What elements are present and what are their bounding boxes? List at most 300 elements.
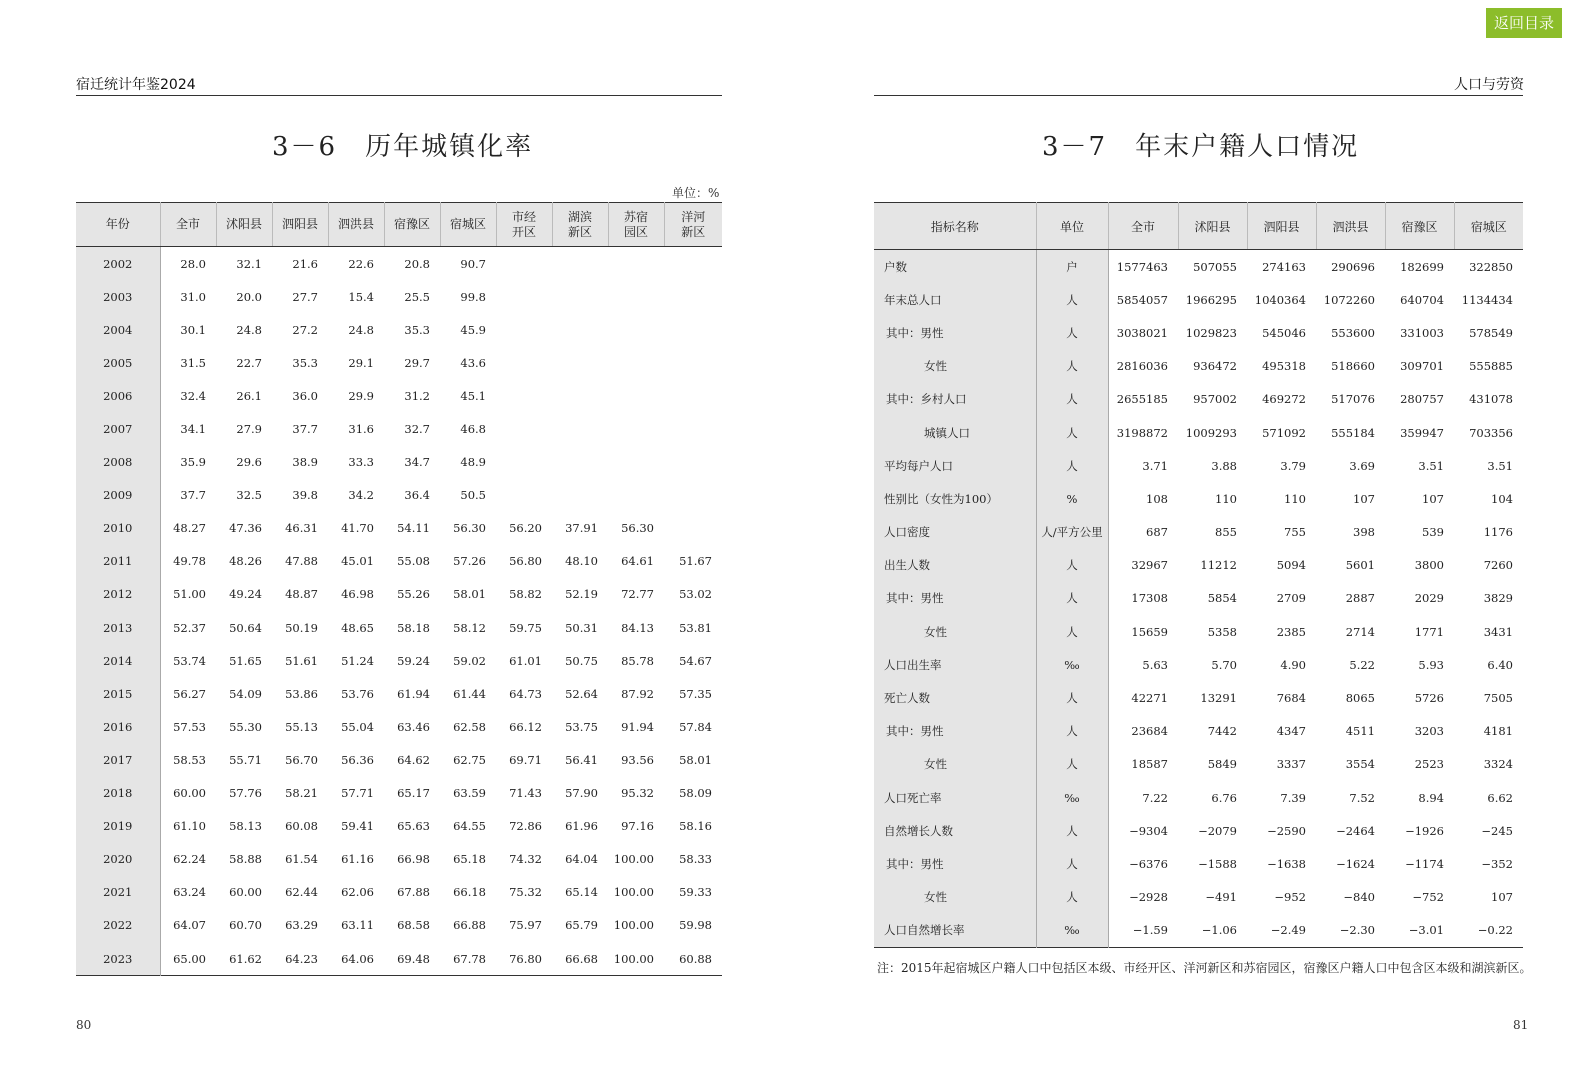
value-cell: 17308 xyxy=(1131,591,1168,606)
rate-cell: 38.9 xyxy=(292,455,318,470)
table-row xyxy=(874,914,1523,948)
rate-cell: 64.07 xyxy=(173,918,206,933)
rate-cell: 55.13 xyxy=(285,719,318,734)
value-cell: 13291 xyxy=(1200,691,1237,706)
rate-cell xyxy=(664,446,722,479)
rate-cell: 65.18 xyxy=(453,852,486,867)
value-cell: 5849 xyxy=(1207,757,1237,772)
value-cell: 4181 xyxy=(1483,724,1513,739)
rate-cell: 64.62 xyxy=(397,752,430,767)
column-header: 泗洪县 xyxy=(328,203,384,247)
value-cell: 3337 xyxy=(1276,757,1306,772)
rate-cell: 66.68 xyxy=(565,951,598,966)
rate-cell: 100.00 xyxy=(613,951,654,966)
value-cell: −1.06 xyxy=(1201,923,1237,938)
year-cell: 2022 xyxy=(76,909,160,942)
value-cell: 517076 xyxy=(1331,392,1375,407)
rate-cell: 100.00 xyxy=(613,885,654,900)
rate-cell: 31.2 xyxy=(404,388,430,403)
value-cell: 18587 xyxy=(1131,757,1168,772)
rate-cell: 65.14 xyxy=(565,885,598,900)
rate-cell: 50.5 xyxy=(460,488,486,503)
rate-cell xyxy=(552,379,608,412)
value-cell: 11212 xyxy=(1200,558,1237,573)
unit-cell: 人 xyxy=(1036,715,1108,748)
indicator-cell: 女性 xyxy=(874,748,1036,781)
value-cell: −2464 xyxy=(1336,823,1375,838)
value-cell: 5854 xyxy=(1207,591,1237,606)
value-cell: 7.52 xyxy=(1349,790,1375,805)
column-header: 全市 xyxy=(160,203,216,247)
rate-cell xyxy=(608,446,664,479)
rate-cell: 100.00 xyxy=(613,918,654,933)
table-row xyxy=(874,715,1523,748)
rate-cell xyxy=(496,479,552,512)
table-row xyxy=(76,777,722,810)
value-cell: 495318 xyxy=(1262,359,1306,374)
value-cell: 553600 xyxy=(1331,325,1375,340)
rate-cell: 64.55 xyxy=(453,819,486,834)
rate-cell: 37.7 xyxy=(180,488,206,503)
table-row xyxy=(76,876,722,909)
rate-cell: 51.61 xyxy=(285,653,318,668)
rate-cell: 29.6 xyxy=(236,455,262,470)
value-cell: 5094 xyxy=(1276,558,1306,573)
value-cell: −1638 xyxy=(1267,856,1306,871)
rate-cell: 60.00 xyxy=(173,786,206,801)
table-row xyxy=(76,313,722,346)
rate-cell: 50.31 xyxy=(565,620,598,635)
rate-cell: 71.43 xyxy=(509,786,542,801)
rate-cell: 54.11 xyxy=(397,521,430,536)
rate-cell: 56.20 xyxy=(509,521,542,536)
rate-cell: 24.8 xyxy=(236,322,262,337)
value-cell: 3.79 xyxy=(1280,458,1306,473)
rate-cell: 50.19 xyxy=(285,620,318,635)
rate-cell: 72.77 xyxy=(621,587,654,602)
rate-cell xyxy=(496,412,552,445)
rate-cell: 58.01 xyxy=(679,752,712,767)
rate-cell: 60.70 xyxy=(229,918,262,933)
household-population-table xyxy=(874,202,1523,948)
table-row xyxy=(874,549,1523,582)
unit-cell: 人 xyxy=(1036,316,1108,349)
table-row xyxy=(76,512,722,545)
rate-cell: 62.06 xyxy=(341,885,374,900)
rate-cell: 45.01 xyxy=(341,554,374,569)
value-cell: 5601 xyxy=(1345,558,1375,573)
table-row xyxy=(76,346,722,379)
rate-cell: 50.75 xyxy=(565,653,598,668)
rate-cell: 85.78 xyxy=(621,653,654,668)
rate-cell: 61.10 xyxy=(173,819,206,834)
rate-cell: 59.41 xyxy=(341,819,374,834)
rate-cell: 56.70 xyxy=(285,752,318,767)
rate-cell: 62.24 xyxy=(173,852,206,867)
table-row xyxy=(874,814,1523,847)
value-cell: 2714 xyxy=(1345,624,1375,639)
rate-cell: 57.76 xyxy=(229,786,262,801)
value-cell: 110 xyxy=(1215,491,1237,506)
rate-cell: 32.7 xyxy=(404,422,430,437)
rate-cell: 62.75 xyxy=(453,752,486,767)
table-row xyxy=(874,416,1523,449)
back-to-contents-button[interactable]: 返回目录 xyxy=(1486,8,1562,38)
column-header: 沭阳县 xyxy=(216,203,272,247)
value-cell: −1.59 xyxy=(1132,923,1168,938)
table-row xyxy=(76,479,722,512)
column-header: 苏宿 园区 xyxy=(608,203,664,247)
rate-cell: 67.78 xyxy=(453,951,486,966)
indicator-cell: 人口自然增长率 xyxy=(874,914,1036,948)
rate-cell xyxy=(664,512,722,545)
table-row xyxy=(76,810,722,843)
rate-cell xyxy=(608,412,664,445)
table-row xyxy=(874,283,1523,316)
rate-cell: 90.7 xyxy=(460,256,486,271)
value-cell: 5726 xyxy=(1414,691,1444,706)
year-cell: 2015 xyxy=(76,677,160,710)
rate-cell: 55.08 xyxy=(397,554,430,569)
table-row xyxy=(874,847,1523,880)
indicator-cell: 平均每户人口 xyxy=(874,449,1036,482)
rate-cell: 34.2 xyxy=(348,488,374,503)
rate-cell: 37.91 xyxy=(565,521,598,536)
rate-cell: 59.02 xyxy=(453,653,486,668)
indicator-cell: 户数 xyxy=(874,250,1036,284)
table-row xyxy=(874,648,1523,681)
table-row xyxy=(76,942,722,976)
rate-cell: 100.00 xyxy=(613,852,654,867)
rate-cell: 58.09 xyxy=(679,786,712,801)
rate-cell: 63.24 xyxy=(173,885,206,900)
year-cell: 2010 xyxy=(76,512,160,545)
rate-cell: 58.12 xyxy=(453,620,486,635)
rate-cell: 66.88 xyxy=(453,918,486,933)
rate-cell: 57.35 xyxy=(679,686,712,701)
value-cell: 1134434 xyxy=(1461,292,1513,307)
value-cell: 3.88 xyxy=(1211,458,1237,473)
indicator-cell: 人口出生率 xyxy=(874,648,1036,681)
rate-cell: 46.98 xyxy=(341,587,374,602)
column-header: 指标名称 xyxy=(874,203,1036,250)
value-cell: 7.22 xyxy=(1142,790,1168,805)
value-cell: 571092 xyxy=(1262,425,1306,440)
rate-cell: 25.5 xyxy=(404,289,430,304)
rate-cell: 48.87 xyxy=(285,587,318,602)
rate-cell: 61.16 xyxy=(341,852,374,867)
rate-cell: 75.97 xyxy=(509,918,542,933)
rate-cell: 61.54 xyxy=(285,852,318,867)
rate-cell: 31.6 xyxy=(348,422,374,437)
value-cell: 7684 xyxy=(1276,691,1306,706)
year-cell: 2017 xyxy=(76,743,160,776)
column-header: 单位 xyxy=(1036,203,1108,250)
table-row xyxy=(874,615,1523,648)
unit-cell: 人 xyxy=(1036,350,1108,383)
rate-cell: 63.59 xyxy=(453,786,486,801)
rate-cell: 51.65 xyxy=(229,653,262,668)
value-cell: 2385 xyxy=(1276,624,1306,639)
rate-cell: 59.24 xyxy=(397,653,430,668)
rate-cell: 48.10 xyxy=(565,554,598,569)
rate-cell: 66.18 xyxy=(453,885,486,900)
rate-cell: 61.44 xyxy=(453,686,486,701)
value-cell: 182699 xyxy=(1400,259,1444,274)
value-cell: 280757 xyxy=(1400,392,1444,407)
value-cell: 398 xyxy=(1353,525,1375,540)
rate-cell: 58.18 xyxy=(397,620,430,635)
value-cell: −1926 xyxy=(1405,823,1444,838)
rate-cell: 65.79 xyxy=(565,918,598,933)
unit-cell: 人 xyxy=(1036,582,1108,615)
value-cell: 936472 xyxy=(1193,359,1237,374)
rate-cell: 56.41 xyxy=(565,752,598,767)
year-cell: 2007 xyxy=(76,412,160,445)
value-cell: 545046 xyxy=(1262,325,1306,340)
rate-cell: 52.37 xyxy=(173,620,206,635)
rate-cell: 61.01 xyxy=(509,653,542,668)
rate-cell: 52.19 xyxy=(565,587,598,602)
rate-cell: 62.44 xyxy=(285,885,318,900)
rate-cell: 95.32 xyxy=(621,786,654,801)
table-footnote: 注：2015年起宿城区户籍人口中包括区本级、市经开区、洋河新区和苏宿园区，宿豫区户籍人口中包含区本级和湖滨新区。 xyxy=(877,961,1532,975)
rate-cell: 57.26 xyxy=(453,554,486,569)
rate-cell: 46.8 xyxy=(460,422,486,437)
rate-cell xyxy=(608,479,664,512)
unit-cell: % xyxy=(1036,482,1108,515)
unit-cell: 人 xyxy=(1036,881,1108,914)
rate-cell: 64.06 xyxy=(341,951,374,966)
column-header: 市经 开区 xyxy=(496,203,552,247)
value-cell: 7442 xyxy=(1207,724,1237,739)
value-cell: −1588 xyxy=(1198,856,1237,871)
value-cell: −3.01 xyxy=(1408,923,1444,938)
rate-cell: 58.01 xyxy=(453,587,486,602)
rate-cell: 65.63 xyxy=(397,819,430,834)
indicator-cell: 人口死亡率 xyxy=(874,781,1036,814)
year-cell: 2011 xyxy=(76,545,160,578)
value-cell: 3.51 xyxy=(1487,458,1513,473)
rate-cell: 57.71 xyxy=(341,786,374,801)
year-cell: 2016 xyxy=(76,710,160,743)
rate-cell: 57.90 xyxy=(565,786,598,801)
year-cell: 2018 xyxy=(76,777,160,810)
rate-cell: 47.36 xyxy=(229,521,262,536)
indicator-cell: 其中：男性 xyxy=(874,582,1036,615)
value-cell: 104 xyxy=(1491,491,1513,506)
value-cell: −752 xyxy=(1412,890,1444,905)
rate-cell: 52.64 xyxy=(565,686,598,701)
table-row xyxy=(76,843,722,876)
column-header: 泗阳县 xyxy=(1247,203,1316,250)
rate-cell: 20.8 xyxy=(404,256,430,271)
rate-cell xyxy=(664,379,722,412)
value-cell: 290696 xyxy=(1331,259,1375,274)
rate-cell: 35.3 xyxy=(292,355,318,370)
rate-cell: 72.86 xyxy=(509,819,542,834)
year-cell: 2023 xyxy=(76,942,160,976)
value-cell: 3038021 xyxy=(1116,325,1168,340)
unit-cell: 人 xyxy=(1036,416,1108,449)
left-table-title: 3－6 历年城镇化率 xyxy=(272,132,534,162)
indicator-cell: 死亡人数 xyxy=(874,681,1036,714)
rate-cell: 57.84 xyxy=(679,719,712,734)
value-cell: 957002 xyxy=(1193,392,1237,407)
value-cell: 2887 xyxy=(1345,591,1375,606)
unit-cell: 人 xyxy=(1036,847,1108,880)
table-row xyxy=(874,681,1523,714)
value-cell: −952 xyxy=(1274,890,1306,905)
rate-cell: 32.5 xyxy=(236,488,262,503)
value-cell: 3431 xyxy=(1483,624,1513,639)
value-cell: 3.69 xyxy=(1349,458,1375,473)
rate-cell: 27.9 xyxy=(236,422,262,437)
rate-cell: 64.23 xyxy=(285,951,318,966)
column-header: 宿豫区 xyxy=(1385,203,1454,250)
right-header-rule xyxy=(874,95,1523,96)
rate-cell: 56.27 xyxy=(173,686,206,701)
rate-cell: 36.4 xyxy=(404,488,430,503)
rate-cell xyxy=(552,280,608,313)
rate-cell xyxy=(664,313,722,346)
value-cell: 3829 xyxy=(1483,591,1513,606)
rate-cell: 31.5 xyxy=(180,355,206,370)
table-row xyxy=(874,748,1523,781)
rate-cell: 47.88 xyxy=(285,554,318,569)
table-row xyxy=(76,578,722,611)
rate-cell: 27.7 xyxy=(292,289,318,304)
rate-cell xyxy=(608,346,664,379)
indicator-cell: 女性 xyxy=(874,615,1036,648)
unit-cell: 人 xyxy=(1036,283,1108,316)
rate-cell: 53.74 xyxy=(173,653,206,668)
value-cell: 5358 xyxy=(1207,624,1237,639)
year-cell: 2012 xyxy=(76,578,160,611)
value-cell: 5854057 xyxy=(1116,292,1168,307)
value-cell: 3554 xyxy=(1345,757,1375,772)
rate-cell xyxy=(552,446,608,479)
table-row xyxy=(874,449,1523,482)
value-cell: 755 xyxy=(1284,525,1306,540)
rate-cell xyxy=(664,412,722,445)
rate-cell xyxy=(608,379,664,412)
indicator-cell: 其中：男性 xyxy=(874,316,1036,349)
value-cell: 309701 xyxy=(1400,359,1444,374)
year-cell: 2002 xyxy=(76,247,160,281)
unit-cell: ‰ xyxy=(1036,914,1108,948)
rate-cell: 60.08 xyxy=(285,819,318,834)
rate-cell: 34.1 xyxy=(180,422,206,437)
year-cell: 2006 xyxy=(76,379,160,412)
rate-cell: 37.7 xyxy=(292,422,318,437)
rate-cell: 51.24 xyxy=(341,653,374,668)
rate-cell xyxy=(496,247,552,281)
rate-cell: 15.4 xyxy=(348,289,374,304)
rate-cell: 64.61 xyxy=(621,554,654,569)
indicator-cell: 人口密度 xyxy=(874,516,1036,549)
table-row xyxy=(874,350,1523,383)
rate-cell: 56.30 xyxy=(621,521,654,536)
year-cell: 2014 xyxy=(76,644,160,677)
rate-cell: 56.80 xyxy=(509,554,542,569)
rate-cell: 61.94 xyxy=(397,686,430,701)
rate-cell: 28.0 xyxy=(180,256,206,271)
rate-cell: 48.27 xyxy=(173,521,206,536)
rate-cell: 33.3 xyxy=(348,455,374,470)
rate-cell: 97.16 xyxy=(621,819,654,834)
value-cell: −2590 xyxy=(1267,823,1306,838)
table-row xyxy=(76,677,722,710)
rate-cell: 35.9 xyxy=(180,455,206,470)
rate-cell: 29.7 xyxy=(404,355,430,370)
rate-cell: 53.75 xyxy=(565,719,598,734)
rate-cell xyxy=(496,379,552,412)
rate-cell: 48.26 xyxy=(229,554,262,569)
value-cell: 5.93 xyxy=(1418,657,1444,672)
value-cell: 2816036 xyxy=(1116,359,1168,374)
rate-cell xyxy=(552,346,608,379)
rate-cell xyxy=(608,247,664,281)
value-cell: −491 xyxy=(1205,890,1237,905)
rate-cell: 31.0 xyxy=(180,289,206,304)
rate-cell: 67.88 xyxy=(397,885,430,900)
rate-cell xyxy=(552,479,608,512)
rate-cell: 35.3 xyxy=(404,322,430,337)
rate-cell xyxy=(664,479,722,512)
rate-cell: 55.04 xyxy=(341,719,374,734)
table-row xyxy=(76,412,722,445)
rate-cell: 59.75 xyxy=(509,620,542,635)
rate-cell: 74.32 xyxy=(509,852,542,867)
value-cell: 110 xyxy=(1284,491,1306,506)
value-cell: −2928 xyxy=(1129,890,1168,905)
value-cell: −2.30 xyxy=(1339,923,1375,938)
table-row xyxy=(76,446,722,479)
value-cell: −1174 xyxy=(1405,856,1444,871)
rate-cell: 54.67 xyxy=(679,653,712,668)
right-page-number: 81 xyxy=(1513,1018,1529,1032)
table-row xyxy=(874,482,1523,515)
value-cell: −2079 xyxy=(1198,823,1237,838)
column-header: 宿城区 xyxy=(1454,203,1523,250)
year-cell: 2009 xyxy=(76,479,160,512)
value-cell: 274163 xyxy=(1262,259,1306,274)
value-cell: 5.22 xyxy=(1349,657,1375,672)
rate-cell: 55.30 xyxy=(229,719,262,734)
rate-cell: 58.13 xyxy=(229,819,262,834)
value-cell: 4347 xyxy=(1276,724,1306,739)
rate-cell: 48.9 xyxy=(460,455,486,470)
value-cell: 539 xyxy=(1422,525,1444,540)
year-cell: 2005 xyxy=(76,346,160,379)
value-cell: 1029823 xyxy=(1185,325,1237,340)
value-cell: 6.40 xyxy=(1487,657,1513,672)
value-cell: 1176 xyxy=(1483,525,1513,540)
value-cell: 578549 xyxy=(1469,325,1513,340)
rate-cell: 65.00 xyxy=(173,951,206,966)
value-cell: 3198872 xyxy=(1116,425,1168,440)
rate-cell: 91.94 xyxy=(621,719,654,734)
value-cell: 6.62 xyxy=(1487,790,1513,805)
table-row xyxy=(76,247,722,281)
value-cell: 2709 xyxy=(1276,591,1306,606)
value-cell: 8065 xyxy=(1345,691,1375,706)
table-row xyxy=(874,516,1523,549)
indicator-cell: 年末总人口 xyxy=(874,283,1036,316)
value-cell: 2523 xyxy=(1414,757,1444,772)
right-table-title: 3－7 年末户籍人口情况 xyxy=(1042,132,1360,162)
